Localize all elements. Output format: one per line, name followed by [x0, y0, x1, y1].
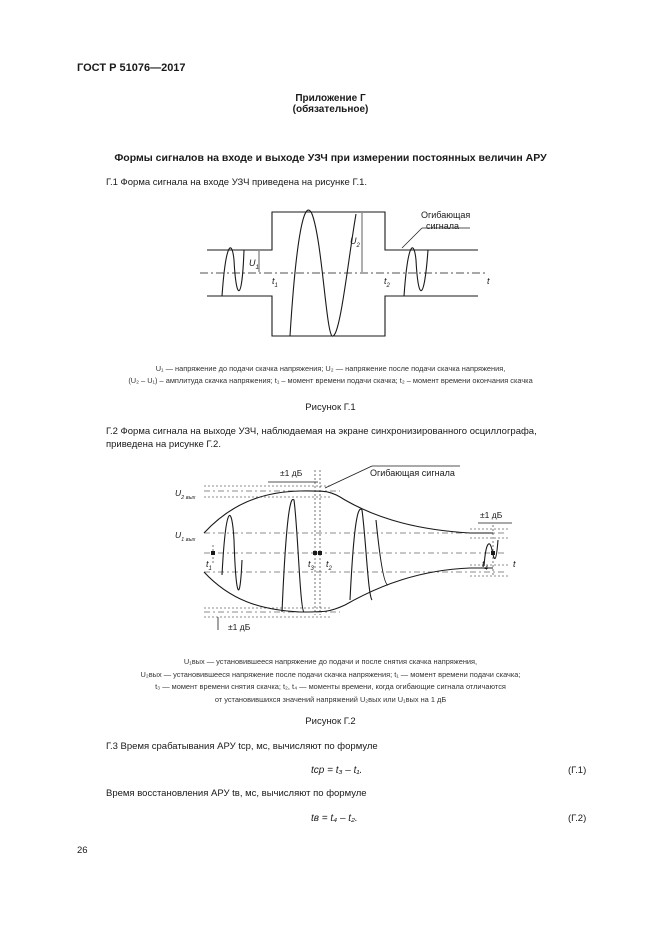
db-label-top: ±1 дБ [280, 468, 303, 478]
page-number: 26 [77, 845, 88, 856]
label-t4: $t_4$ [482, 559, 488, 572]
paragraph-g1: Г.1 Форма сигнала на входе УЗЧ приведена на рисунке Г.1. [106, 177, 368, 188]
fig1-caption: Рисунок Г.1 [305, 402, 356, 413]
label-t1: $t_1$ [272, 276, 278, 289]
envelope-leader-2 [325, 466, 372, 488]
fig2-legend-line-1: U₁вых — установившееся напряжение до подачи и после снятия скачка напряжения, [183, 657, 478, 666]
paragraph-g2: Г.2 Форма сигнала на выходе УЗЧ, наблюдаемая на экране синхронизированного осциллографа, приведена на рисунке Г.2. [106, 426, 537, 450]
label-t2: $t_2$ [384, 276, 390, 289]
fig2-caption: Рисунок Г.2 [305, 716, 356, 727]
document-header: ГОСТ Р 51076—2017 [77, 62, 186, 74]
label-u1: $U_1$ [249, 258, 259, 271]
section-title: Формы сигналов на входе и выходе УЗЧ при измерении постоянных величин АРУ [114, 152, 547, 164]
envelope-label-2: сигнала [426, 221, 460, 231]
label-t3: $t_3$ [308, 559, 314, 572]
fig1-legend-line-1: U₁ — напряжение до подачи скачка напряжения; U₂ — напряжение после подачи скачка напряжения, [155, 364, 506, 373]
fig1-legend-line-2: (U₂ – U₁) – амплитуда скачка напряжения; t₁ – момент времени подачи скачка; t₂ – момент времени окончания скачка [128, 376, 533, 385]
envelope-upper [204, 491, 493, 533]
label-t2: $t_2$ [326, 559, 332, 572]
paragraph-g3: Г.3 Время срабатывания АРУ tср, мс, вычисляют по формуле [106, 741, 378, 752]
formula-1: tср = t₃ – t₁. [311, 765, 363, 776]
fig2-legend-line-3: t₃ — момент времени снятия скачка; t₂, t₄ — моменты времени, когда огибающие сигнала отличаются [155, 682, 506, 691]
label-u2: $U_2$ [350, 236, 360, 249]
formula-2-number: (Г.2) [568, 813, 587, 824]
formula-2: tв = t₄ – t₂. [311, 813, 358, 824]
db-label-right: ±1 дБ [480, 510, 503, 520]
envelope-lower [204, 568, 493, 612]
label-t: t [513, 559, 516, 569]
db-label-bottom: ±1 дБ [228, 622, 251, 632]
label-u1out: $U_{1 вых}$ [175, 530, 196, 543]
label-u2out: $U_{2 вых}$ [175, 488, 196, 501]
paragraph-g4: Время восстановления АРУ tв, мс, вычисляют по формуле [106, 788, 367, 799]
sine-wave-4 [376, 520, 388, 585]
envelope-label: Огибающая сигнала [370, 468, 455, 478]
appendix-title: Приложение Г [295, 93, 366, 104]
label-t: t [487, 276, 490, 286]
formula-1-number: (Г.1) [568, 765, 587, 776]
fig2-legend-line-2: U₂вых — установившееся напряжение после подачи скачка напряжения; t₁ — момент времени подачи скачка; [140, 670, 521, 679]
appendix-status: (обязательное) [292, 104, 369, 115]
label-t1: $t_1$ [206, 559, 212, 572]
sine-wave-3 [350, 509, 372, 600]
envelope-label-1: Огибающая [421, 210, 471, 220]
sine-wave-2 [282, 499, 304, 612]
fig2-legend-line-4: от установившихся значений напряжений U₂вых или U₁вых на 1 дБ [214, 695, 447, 704]
